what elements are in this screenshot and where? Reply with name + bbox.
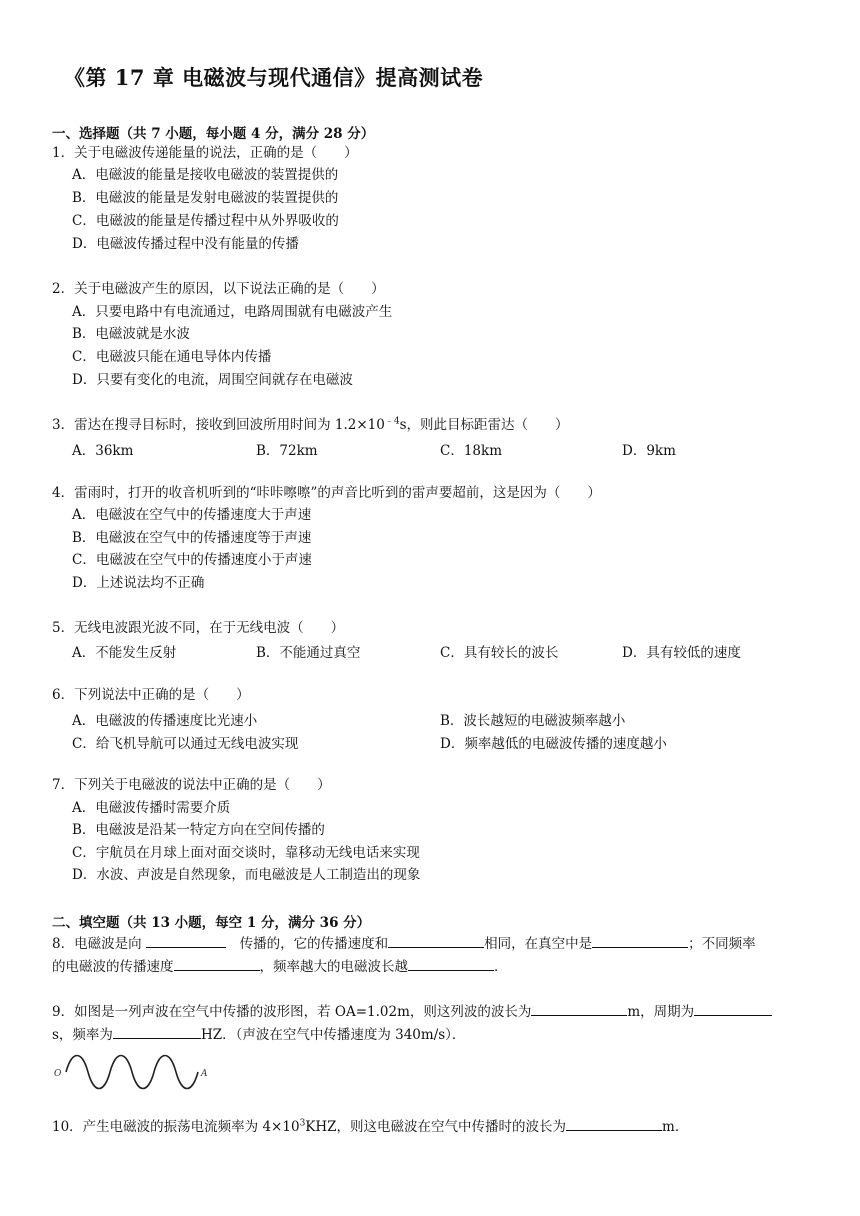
sound-wave-curve bbox=[66, 1056, 198, 1089]
question-3-option-c: C．18km bbox=[440, 443, 502, 459]
question-8-text-1: 8．电磁波是向 bbox=[52, 936, 142, 952]
question-1-option-b: B．电磁波的能量是发射电磁波的装置提供的 bbox=[72, 190, 339, 206]
question-10-text-3: m． bbox=[662, 1119, 689, 1135]
question-10-exponent: 3 bbox=[299, 1118, 306, 1129]
question-7-option-d: D．水波、声波是自然现象，而电磁波是人工制造出的现象 bbox=[72, 867, 421, 883]
point-a-label: A bbox=[201, 1069, 208, 1079]
question-8-text-3: 相同，在真空中是 bbox=[484, 936, 593, 952]
question-4-option-b: B．电磁波在空气中的传播速度等于声速 bbox=[72, 530, 312, 546]
question-2-stem: 2．关于电磁波产生的原因，以下说法正确的是（ ） bbox=[52, 281, 385, 297]
question-5-stem: 5．无线电波跟光波不同，在于无线电波（ ） bbox=[52, 620, 345, 636]
question-9-blank-2[interactable] bbox=[694, 1001, 772, 1016]
question-8-blank-4[interactable] bbox=[174, 956, 260, 971]
question-5-option-b: B．不能通过真空 bbox=[256, 645, 361, 661]
question-9-blank-3[interactable] bbox=[113, 1024, 201, 1039]
question-6-stem: 6．下列说法中正确的是（ ） bbox=[52, 687, 250, 703]
question-9-text-3: s，频率为 bbox=[52, 1027, 113, 1043]
question-9-blank-1[interactable] bbox=[531, 1001, 627, 1016]
question-10-line bbox=[52, 1116, 688, 1136]
question-9-text-2: m，周期为 bbox=[627, 1004, 695, 1020]
question-8-blank-1[interactable] bbox=[146, 933, 226, 948]
question-4-stem: 4．雷雨时，打开的收音机听到的“咔咔嚓嚓”的声音比听到的雷声要超前，这是因为（ ） bbox=[52, 485, 601, 501]
question-2-option-b: B．电磁波就是水波 bbox=[72, 326, 190, 342]
question-5-option-a: A．不能发生反射 bbox=[72, 645, 177, 661]
question-8-line-2 bbox=[52, 956, 508, 976]
question-8-text-7: ． bbox=[494, 959, 508, 975]
question-6-option-a: A．电磁波的传播速度比光速小 bbox=[72, 713, 258, 729]
question-2-option-c: C．电磁波只能在通电导体内传播 bbox=[72, 349, 272, 365]
question-4-option-d: D．上述说法均不正确 bbox=[72, 575, 205, 591]
question-7-option-a: A．电磁波传播时需要介质 bbox=[72, 800, 231, 816]
question-8-line-1 bbox=[52, 933, 756, 953]
question-10-text-1: 10．产生电磁波的振荡电流频率为 4×10 bbox=[52, 1119, 300, 1135]
question-3-option-b: B．72km bbox=[256, 443, 318, 459]
question-8-blank-2[interactable] bbox=[388, 933, 484, 948]
question-8-text-6: ，频率越大的电磁波长越 bbox=[259, 959, 408, 975]
question-3-option-d: D．9km bbox=[622, 443, 676, 459]
question-6-option-b: B．波长越短的电磁波频率越小 bbox=[440, 713, 626, 729]
section-fill-heading: 二、填空题（共 13 小题，每空 1 分，满分 36 分） bbox=[52, 915, 371, 931]
question-4-option-a: A．电磁波在空气中的传播速度大于声速 bbox=[72, 507, 312, 523]
question-5-option-d: D．具有较低的速度 bbox=[622, 645, 741, 661]
question-8-blank-5[interactable] bbox=[408, 956, 494, 971]
question-7-stem: 7．下列关于电磁波的说法中正确的是（ ） bbox=[52, 777, 331, 793]
sound-wave-figure bbox=[52, 1048, 212, 1096]
question-8-text-5: 的电磁波的传播速度 bbox=[52, 959, 174, 975]
point-o-label: O bbox=[54, 1069, 62, 1079]
question-2-option-a: A．只要电路中有电流通过，电路周围就有电磁波产生 bbox=[72, 304, 393, 320]
question-7-option-b: B．电磁波是沿某一特定方向在空间传播的 bbox=[72, 822, 325, 838]
question-9-line-1 bbox=[52, 1001, 772, 1021]
question-9-text-4: HZ．（声波在空气中传播速度为 340m/s）． bbox=[200, 1027, 466, 1043]
question-8-text-2: 传播的，它的传播速度和 bbox=[239, 936, 389, 952]
question-8-text-4: ；不同频率 bbox=[688, 936, 756, 952]
question-3-stem-tail: s，则此目标距雷达（ ） bbox=[399, 417, 569, 433]
question-3-option-a: A．36km bbox=[72, 443, 134, 459]
question-4-option-c: C．电磁波在空气中的传播速度小于声速 bbox=[72, 552, 312, 568]
question-10-text-2: KHZ，则这电磁波在空气中传播时的波长为 bbox=[305, 1119, 567, 1135]
question-10-blank[interactable] bbox=[566, 1116, 662, 1131]
question-9-text-1: 9．如图是一列声波在空气中传播的波形图，若 OA=1.02m，则这列波的波长为 bbox=[52, 1004, 532, 1020]
question-1-option-c: C．电磁波的能量是传播过程中从外界吸收的 bbox=[72, 213, 339, 229]
question-3-stem-text: 3．雷达在搜寻目标时，接收到回波所用时间为 1.2×10 bbox=[52, 417, 385, 433]
page-title: 《第 17 章 电磁波与现代通信》提高测试卷 bbox=[64, 65, 484, 90]
question-3-stem bbox=[52, 416, 569, 434]
question-1-option-a: A．电磁波的能量是接收电磁波的装置提供的 bbox=[72, 167, 339, 183]
question-8-blank-3[interactable] bbox=[592, 933, 688, 948]
section-choice-heading: 一、选择题（共 7 小题，每小题 4 分，满分 28 分） bbox=[52, 126, 375, 142]
question-1-option-d: D．电磁波传播过程中没有能量的传播 bbox=[72, 236, 299, 252]
question-7-option-c: C．宇航员在月球上面对面交谈时，靠移动无线电话来实现 bbox=[72, 845, 420, 861]
question-3-exponent: ﹣4 bbox=[384, 416, 400, 427]
question-9-line-2 bbox=[52, 1024, 465, 1044]
question-2-option-d: D．只要有变化的电流，周围空间就存在电磁波 bbox=[72, 372, 353, 388]
question-1-stem: 1．关于电磁波传递能量的说法，正确的是（ ） bbox=[52, 145, 358, 161]
question-5-option-c: C．具有较长的波长 bbox=[440, 645, 559, 661]
question-6-option-d: D．频率越低的电磁波传播的速度越小 bbox=[440, 736, 667, 752]
question-6-option-c: C．给飞机导航可以通过无线电波实现 bbox=[72, 736, 299, 752]
